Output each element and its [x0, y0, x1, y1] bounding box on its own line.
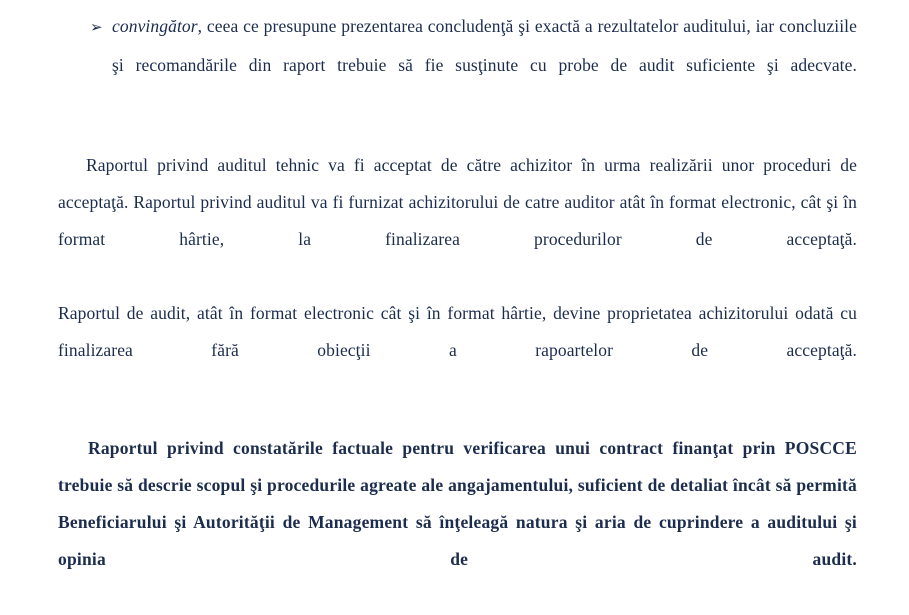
arrow-bullet-icon: ➢ [90, 20, 103, 36]
bullet-paragraph-convingator [58, 8, 857, 121]
emphasized-term: convingător [112, 16, 198, 36]
paragraph-spacer-2 [58, 406, 857, 430]
paragraph-acceptanta: Raportul privind auditul tehnic va fi acceptat de către achizitor în urma realizării unor proceduri de acceptaţă. Raportul privind auditul va fi furnizat achizitorului de catre auditor atât în format electronic, cât şi în format hârtie, la finalizarea procedurilor de acceptaţă. [58, 155, 857, 249]
paragraph-proprietate: Raportul de audit, atât în format electronic cât şi în format hârtie, devine proprietatea achizitorului odată cu finalizarea fără obiecţii a rapoartelor de acceptaţă. [58, 303, 857, 360]
paragraph-constatari-factuale: Raportul privind constatările factuale pentru verificarea unui contract finanţat prin POSCCE trebuie să descrie scopul şi procedurile agreate ale angajamentului, suficient de detaliat încât să permită Beneficiarului şi Autorităţii de Management să înţeleagă natura şi aria de cuprindere a auditului şi opinia de audit. [58, 438, 857, 569]
bullet-paragraph-text: , ceea ce presupune prezentarea concludenţă şi exactă a rezultatelor auditului, iar concluziile şi recomandările din raport trebuie să fie susţinute cu probe de audit suficiente şi adecvate. [112, 16, 857, 75]
paragraph-spacer [58, 121, 857, 147]
